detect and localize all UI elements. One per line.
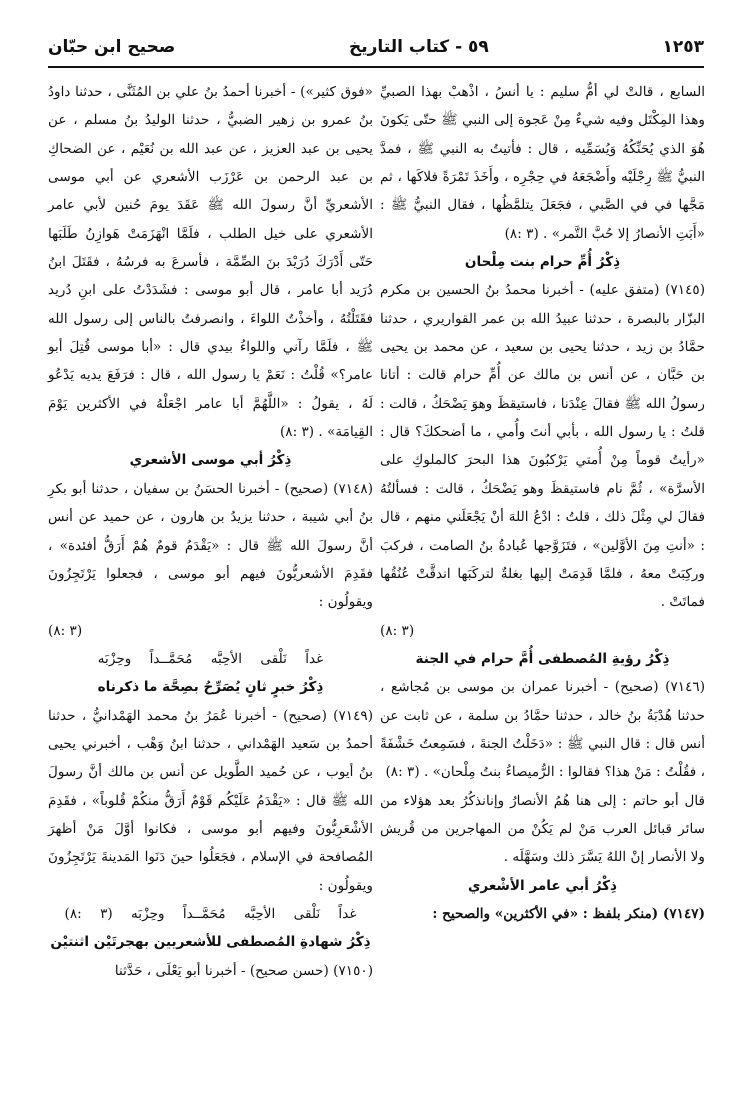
page-header — [48, 30, 704, 64]
right-column — [380, 78, 705, 928]
book-title: صحيح ابن حبّان — [48, 37, 176, 57]
header-rule — [48, 66, 704, 68]
section-heading: ذِكْرُ شهادةِ المُصطفى للأشعريين بهجرتَيْن اثنتيْن — [50, 934, 371, 951]
section-heading: ذِكْرُ أُمِّ حرام بنت مِلْحان — [464, 254, 621, 271]
paragraph: «فوق كثير») - أخبرنا أحمدُ بنُ علي بن المُثَنَّى ، حدثنا داودُ بنُ عمرو بن زهير الضبيُّ ، حدثنا الوليدُ بنُ مسلم ، عن يحيى بن عبد العزيز ، عن عبد الله بن نُعَيْم ، عن الضحاكِ بن عبد الرحمن بن عَرْزَب الأشعري عن أبي موسى الأشعريِّ أنَّ رسولَ الله ﷺ عَقَدَ يومَ حُنين لأبي عامر الأشعري على خيل الطلب ، فلَمَّا انْهَزَمَتْ هَوازِنُ طَلَبَها حَتّى أَدْرَكَ دُرَيْدَ بنَ الصِّمَّة ، فأسرعَ به فرسُهُ ، فقَتَلَ ابنُ دُرَيد أبا عامر ، قال أبو موسى : فشَدَدْتُ على ابنِ دُريد فقَتَلْتُهُ ، وأخذْتُ اللواءَ ، وانصرفتُ بالناس إلى رسول الله ﷺ ، فلَمَّا رآني واللواءُ بيدي قال : «أبا موسى قُتِلَ أبو عامر؟» قُلْتُ : نَعَمْ يا رسول الله ، قال : فرَفَعَ يديه يَدْعُو لَهُ ، يقولُ : «اللَّهُمَّ أبا عامر اجْعَلْهُ في الأكثرين يَوْمَ القِيامَة» . (٣ :٨) — [48, 84, 373, 441]
verse-line: غداً نَلْقى الأحِبَّه مُحَمَّــداً وحِزْبَه — [97, 650, 324, 667]
paragraph: (٧١٤٧) (منكر بلفظ : «في الأكثرين» والصحيح : — [432, 905, 705, 922]
paragraph: السابع ، قالتْ لي أمُّ سليم : يا أنسُ ، اذْهبْ بهذا الصبيِّ وهذا المِكْتَل وفيه شيءٌ مِنْ عَجوة إلى النبي ﷺ حتّى يَكونَ هُوَ الذي يُحَنِّكُهُ وَيُسَمِّيه ، قال : فأتيتُ به النبي ﷺ ، فمدَّ النبيُّ ﷺ رِجْلَيْه وأَضْجَعَهُ في حِجْرِه ، وأَخَذَ تَمْرَةً فلاكَها ، ثم مَجَّها في في الصَّبي ، فجَعَلَ يتلمَّظُها ، فقال النبيُّ ﷺ : «أَبَتِ الأنصارُ إلا حُبَّ التَّمر» . (٣ :٨) — [380, 84, 705, 242]
paragraph: قال أبو حاتم : إلى هنا هُمُ الأنصارُ وإنانذكُرُ بعد هؤلاء من سائر قبائل العرب مَنْ لم يَكُنْ من المهاجرين من قُريش ولا الأنصار إنْ اللهُ يَسَّرَ ذلك وسَهَّلَه . — [380, 792, 705, 866]
reference-number: (٣ :٨) — [48, 622, 83, 639]
paragraph: (٧١٥٠) (حسن صحيح) - أخبرنا أبو يَعْلَى ، حَدَّثنا — [114, 962, 373, 979]
section-heading: ذِكْرُ أبي عامر الأشْعري — [467, 877, 618, 894]
reference-number: (٣ :٨) — [380, 622, 415, 639]
paragraph: (٧١٤٩) (صحيح) - أخبرنا عُمَرُ بنُ محمد الهَمْدانيُّ ، حدثنا أحمدُ بن سَعيد الهَمْداني ، حدثنا ابنُ وَهْب ، أخبرني يحيى بنُ أيوب ، عن حُميد الطَّويل عن أنس بن مالك أنَّ رسولَ الله ﷺ قال : «يَقْدَمُ عَلَيْكُم قَوْمٌ أَرَقُّ منكُمْ قُلوباً» ، فقَدِمَ الأشْعَرِيُّونَ وفيهم أبو موسى ، فكانوا أوَّلَ مَنْ أظهرَ المُصافحة في الإسلام ، فجَعَلُوا حينَ دَنَوا المَدينةَ يَرْتَجِزُونَ ويقولُون : — [48, 707, 373, 894]
section-heading: ذِكْرُ أبي موسى الأشعري — [129, 452, 292, 469]
page-number: ١٢٥٣ — [662, 37, 704, 57]
paragraph: (٧١٤٥) (متفق عليه) - أخبرنا محمدُ بنُ الحسين بن مكرم البزّار بالبصرة ، حدثنا عبيدُ الله بن عمر القواريري ، حدثنا حمَّادُ بن زيد ، حدثنا يحيى بن سعيد ، عن محمد بن يحيى بن حَبَّان ، عن أنس بن مالك عن أُمِّ حرام قالت : أتانا رسولُ الله ﷺ فقالَ عِنْدَنا ، فاستيقظَ وهوَ يَضْحَكُ ، قالت : قلتُ : يا رسول الله ، بأبي أنتَ وأُمي ، ما أضحككَ؟ قال : «رأيتُ قوماً مِنْ أُمتي يَرْكبُونَ هذا البحرَ كالملوكِ على الأسرَّة» ، ثُمَّ نام فاستيقظَ وهو يَضْحَكُ ، قالت : فسألتُهُ فقالَ لي مِثْلَ ذلك ، قلتُ : ادْعُ اللهَ أنْ يَجْعَلَني منهم ، قال : «أنتِ مِنَ الأوَّلين» ، فتَزَوَّجها عُبادةُ بنُ الصامت ، فركبَ وركِبَتْ معهُ ، فلمَّا قَدِمَتْ إليها بغلةٌ لتركَبَها اندقَّتْ عُنُقُها فماتَتْ . — [380, 282, 705, 611]
paragraph: (٧١٤٨) (صحيح) - أخبرنا الحسَنُ بن سفيان ، حدثنا أبو بكرِ بنُ أبي شيبة ، حدثنا يزيدُ بن هارون ، عن حميد عن أنس أنَّ رسولَ الله ﷺ قال : «يَقْدَمُ قومٌ هُمْ أَرَقُّ أفئدة» ، فقَدِمَ الأشعريُّونَ فيهم أبو موسى ، فجعلوا يَرْتَجِزُونَ ويقولُون : — [48, 480, 373, 611]
verse-line: غداً نَلْقى الأحِبَّه مُحَمَّــداً وحِزْبَه (٣ :٨) — [64, 905, 357, 922]
paragraph: (٧١٤٦) (صحيح) - أخبرنا عمران بن موسى بن مُجاشع ، حدثنا هُدْبَةُ بنُ خالد ، حدثنا حمَّادُ بن سلمة ، عن ثابت عن أنس قال : قال النبي ﷺ : «دَخَلْتُ الجنةَ ، فسَمِعتُ خَشْفَةً ، فقُلْتُ : مَنْ هذا؟ فقالوا : الرُّميصاءُ بنتُ مِلْحان» . (٣ :٨) — [380, 679, 705, 781]
section-heading: ذِكْرُ رؤيةِ المُصطفى أُمَّ حرام في الجنة — [415, 650, 670, 667]
chapter-title: ٥٩ - كتاب التاريخ — [348, 37, 489, 57]
section-heading: ذِكْرُ خبرٍ ثانٍ يُصَرِّحُ بصِحَّة ما ذكرناه — [97, 679, 324, 696]
left-column — [48, 78, 373, 985]
